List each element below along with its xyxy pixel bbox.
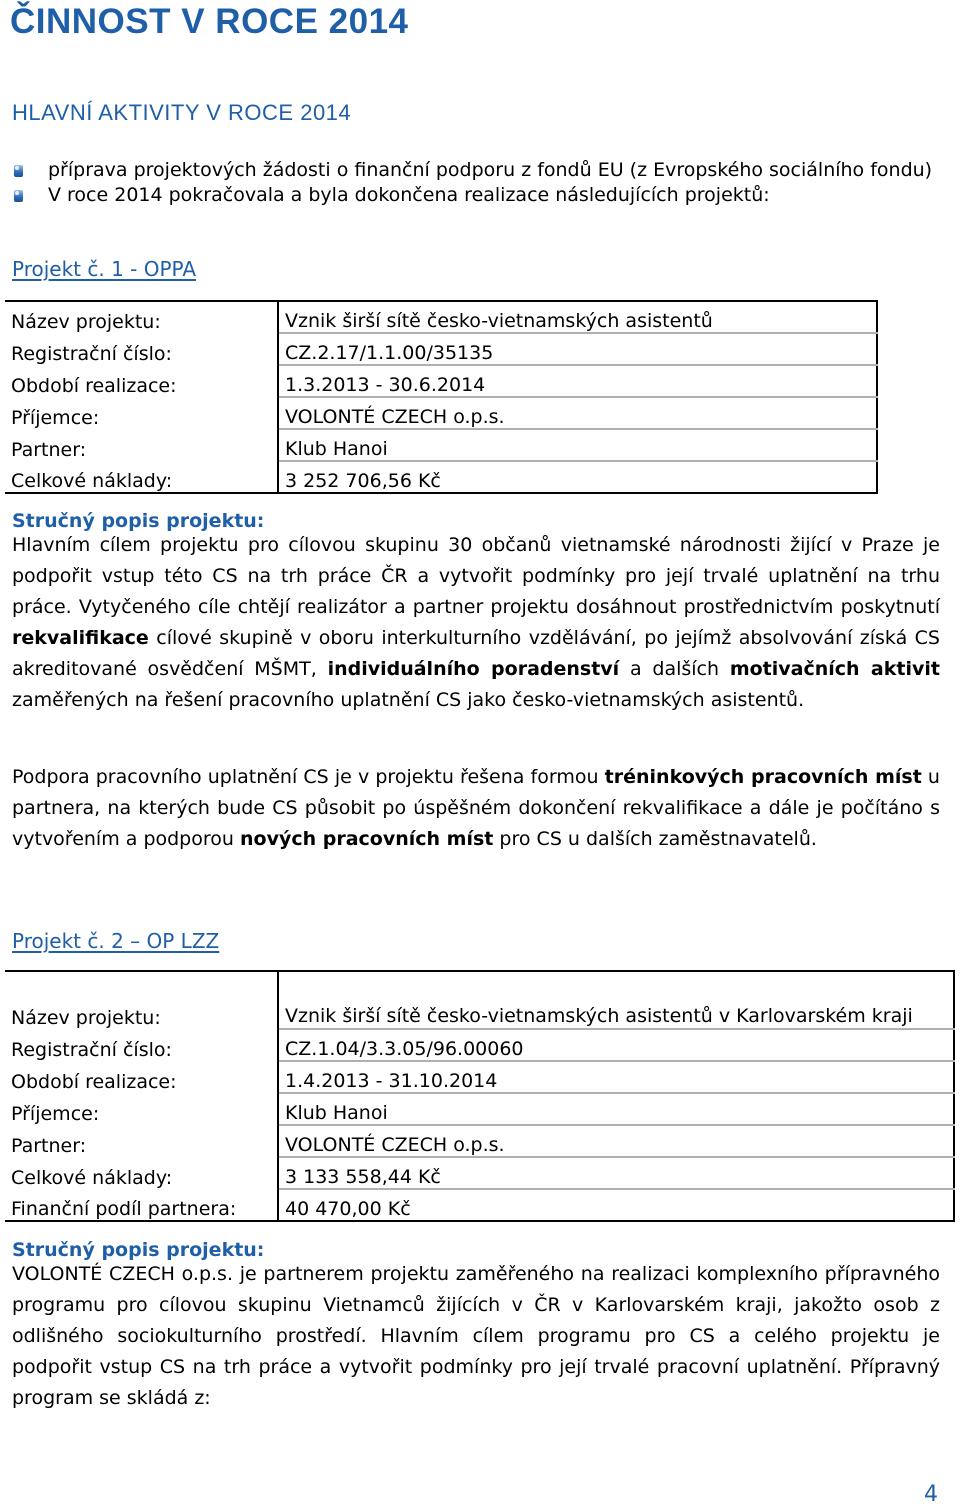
project-2-heading: Projekt č. 2 – OP LZZ xyxy=(12,929,220,953)
table-row xyxy=(5,461,877,493)
table-row xyxy=(5,1061,954,1093)
row-value: Klub Hanoi xyxy=(278,1093,954,1125)
table-row xyxy=(5,1157,954,1189)
row-label: Název projektu: xyxy=(5,971,278,1029)
project-2-paragraph-1: VOLONTÉ CZECH o.p.s. je partnerem projektu zaměřeného na realizaci komplexního přípravného programu pro cílovou skupinu Vietnamců žijících v ČR v Karlovarském kraji, jakožto osob z odlišného sociokulturního prostředí. Hlavním cílem programu pro CS a celého projektu je podpořit vstup CS na trh práce a vytvořit podmínky pro její trvalé pracovní uplatnění. Přípravný program se skládá z: xyxy=(12,1263,940,1409)
page-title: ČINNOST V ROCE 2014 xyxy=(10,2,409,41)
bullet-icon xyxy=(14,165,23,177)
section-heading: HLAVNÍ AKTIVITY V ROCE 2014 xyxy=(12,100,352,125)
row-label: Celkové náklady: xyxy=(5,1157,278,1189)
table-row xyxy=(5,333,877,365)
table-row xyxy=(5,365,877,397)
row-label: Období realizace: xyxy=(5,1061,278,1093)
row-label: Příjemce: xyxy=(5,397,278,429)
table-row xyxy=(5,1029,954,1061)
activity-list xyxy=(12,158,952,208)
row-value: VOLONTÉ CZECH o.p.s. xyxy=(278,1125,954,1157)
row-label: Registrační číslo: xyxy=(5,1029,278,1061)
project-1-heading: Projekt č. 1 - OPPA xyxy=(12,257,197,281)
table-row xyxy=(5,1189,954,1221)
row-value: 1.3.2013 - 30.6.2014 xyxy=(278,365,877,397)
row-value: CZ.2.17/1.1.00/35135 xyxy=(278,333,877,365)
row-label: Finanční podíl partnera: xyxy=(5,1189,278,1221)
project-2-description-heading: Stručný popis projektu: xyxy=(12,1239,265,1261)
row-label: Příjemce: xyxy=(5,1093,278,1125)
row-value: 3 252 706,56 Kč xyxy=(278,461,877,493)
row-value: VOLONTÉ CZECH o.p.s. xyxy=(278,397,877,429)
table-row xyxy=(5,301,877,333)
project-2-table xyxy=(5,970,955,1222)
table-row xyxy=(5,1125,954,1157)
project-1-description-heading: Stručný popis projektu: xyxy=(12,510,265,532)
row-label: Registrační číslo: xyxy=(5,333,278,365)
list-item xyxy=(12,158,952,183)
row-value: Klub Hanoi xyxy=(278,429,877,461)
row-value: 3 133 558,44 Kč xyxy=(278,1157,954,1189)
table-row xyxy=(5,429,877,461)
table-row xyxy=(5,397,877,429)
list-item-text: příprava projektových žádosti o finanční podporu z fondů EU (z Evropského sociálního fondu) xyxy=(48,159,933,181)
project-1-paragraph-2: Podpora pracovního uplatnění CS je v projektu řešena formou tréninkových pracovních míst u partnera, na kterých bude CS působit po úspěšném dokončení rekvalifikace a dále je počítáno s vytvořením a podporou nových pracovních míst pro CS u dalších zaměstnavatelů. xyxy=(12,766,940,850)
list-item-text: V roce 2014 pokračovala a byla dokončena realizace následujících projektů: xyxy=(48,184,770,206)
row-value: Vznik širší sítě česko-vietnamských asistentů xyxy=(278,301,877,333)
page-number: 4 xyxy=(924,1482,938,1507)
row-value: Vznik širší sítě česko-vietnamských asistentů v Karlovarském kraji xyxy=(278,971,954,1029)
project-1-table xyxy=(5,300,878,494)
list-item xyxy=(12,183,952,208)
row-value: 1.4.2013 - 31.10.2014 xyxy=(278,1061,954,1093)
row-value: 40 470,00 Kč xyxy=(278,1189,954,1221)
table-row xyxy=(5,971,954,1029)
row-label: Období realizace: xyxy=(5,365,278,397)
table-row xyxy=(5,1093,954,1125)
row-label: Partner: xyxy=(5,429,278,461)
row-value: CZ.1.04/3.3.05/96.00060 xyxy=(278,1029,954,1061)
row-label: Partner: xyxy=(5,1125,278,1157)
row-label: Název projektu: xyxy=(5,301,278,333)
project-1-paragraph-1: Hlavním cílem projektu pro cílovou skupinu 30 občanů vietnamské národnosti žijící v Praze je podpořit vstup této CS na trh práce ČR a vytvořit podmínky pro její trvalé uplatnění na trhu práce. Vytyčeného cíle chtějí realizátor a partner projektu dosáhnout prostřednictvím poskytnutí rekvalifikace cílové skupině v oboru interkulturního vzdělávání, po jejímž absolvování získá CS akreditované osvědčení MŠMT, individuálního poradenství a dalších motivačních aktivit zaměřených na řešení pracovního uplatnění CS jako česko-vietnamských asistentů. xyxy=(12,534,940,711)
bullet-icon xyxy=(14,190,23,202)
row-label: Celkové náklady: xyxy=(5,461,278,493)
